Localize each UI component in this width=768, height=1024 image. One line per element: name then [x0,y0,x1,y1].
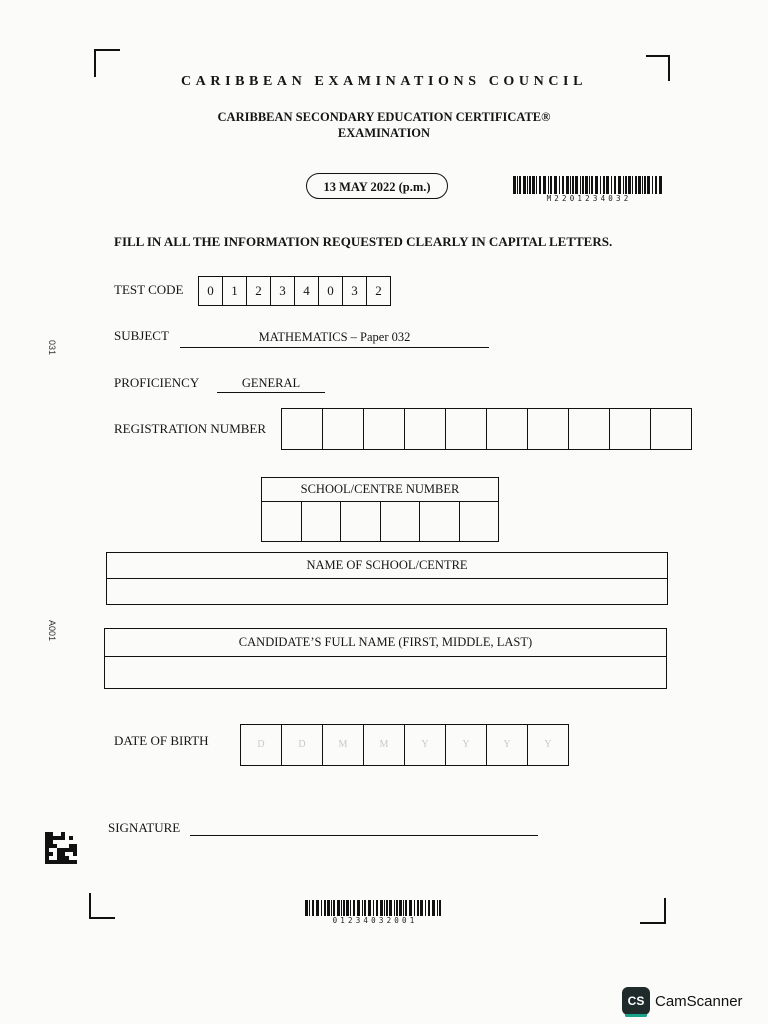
barcode-bottom [305,900,445,925]
barcode-bar [396,900,398,916]
camscanner-brand: CamScanner [655,992,743,1010]
camscanner-watermark [622,987,743,1015]
barcode-bar [532,176,535,194]
barcode-bar [566,176,569,194]
barcode-bar [638,176,641,194]
dob-box[interactable]: M [323,725,364,765]
dob-box[interactable]: Y [487,725,528,765]
barcode-bar [409,900,412,916]
barcode-bar [543,176,546,194]
registration-digit-box[interactable] [651,409,691,449]
barcode-bar [373,900,374,916]
subject-value: MATHEMATICS – Paper 032 [258,330,411,344]
barcode-bar [432,900,435,916]
barcode-bar [380,900,383,916]
test-code-digit: 4 [295,277,319,305]
barcode-bar [614,176,616,194]
school-centre-digit-box[interactable] [381,502,421,542]
test-code-digit: 0 [319,277,343,305]
dob-box[interactable]: Y [544,739,552,750]
barcode-bar [357,900,360,916]
barcode-bar [353,900,355,916]
barcode-bar [341,900,342,916]
registration-digit-box[interactable] [569,409,610,449]
dob-box[interactable]: D [282,725,323,765]
barcode-bar [635,176,637,194]
certificate-line-2: EXAMINATION [337,126,431,140]
barcode-bar [324,900,326,916]
barcode-bar [603,176,605,194]
side-code-top: 031 [47,340,57,356]
dob-box[interactable]: Y [405,725,446,765]
barcode-bar [384,900,385,916]
barcode-bar [316,900,319,916]
barcode-bar [527,176,528,194]
matrix-code [45,832,77,864]
barcode-bar [350,900,351,916]
proficiency-line [217,376,325,393]
registration-number-boxes[interactable] [281,408,692,450]
barcode-bar [327,900,330,916]
registration-digit-box[interactable] [323,409,364,449]
barcode-bar [644,176,646,194]
barcode-bar [562,176,564,194]
barcode-bar [580,176,581,194]
barcode-bar [632,176,633,194]
proficiency-label: PROFICIENCY [114,375,200,390]
crop-mark-bottom-left [89,893,115,919]
test-code-label: TEST CODE [114,282,184,297]
test-code-digit: 2 [247,277,271,305]
barcode-bar [550,176,552,194]
barcode-bar [414,900,415,916]
barcode-bar [589,176,590,194]
dob-box[interactable]: M [364,725,405,765]
barcode-bar [386,900,388,916]
barcode-bar [337,900,340,916]
barcode-bar [312,900,314,916]
barcode-top [513,176,665,203]
school-centre-digit-box[interactable] [420,502,460,542]
crop-mark-top-left [94,49,120,77]
barcode-bar [417,900,419,916]
barcode-bar [513,176,516,194]
registration-digit-box[interactable] [610,409,651,449]
matrix-cell [73,860,77,864]
exam-date-badge: 13 MAY 2022 (p.m.) [306,173,448,199]
school-name-header: NAME OF SCHOOL/CENTRE [107,553,667,579]
barcode-bar [575,176,578,194]
barcode-bar [346,900,349,916]
barcode-bar [655,176,657,194]
test-code-digit: 3 [271,277,295,305]
barcode-bar [548,176,549,194]
barcode-bar [582,176,584,194]
barcode-bar [364,900,366,916]
barcode-bar [606,176,609,194]
instruction-text: FILL IN ALL THE INFORMATION REQUESTED CLEARLY IN CAPITAL LETTERS. [114,234,613,249]
barcode-bar [420,900,423,916]
certificate-title [0,109,768,141]
barcode-bottom-bars [305,900,445,916]
registration-digit-box[interactable] [528,409,569,449]
barcode-bar [559,176,560,194]
barcode-bar [536,176,537,194]
school-centre-digit-box[interactable] [262,502,302,542]
barcode-bar [405,900,407,916]
barcode-bar [362,900,363,916]
registration-digit-box[interactable] [364,409,405,449]
registration-label: REGISTRATION NUMBER [114,421,267,436]
barcode-bar [428,900,430,916]
barcode-bar [572,176,574,194]
barcode-bar [585,176,588,194]
camscanner-logo-icon: CS [622,987,650,1015]
barcode-bar [647,176,650,194]
barcode-bar [611,176,612,194]
test-code-boxes [198,276,391,306]
school-centre-number-header: SCHOOL/CENTRE NUMBER [262,478,498,502]
barcode-bar [623,176,624,194]
barcode-top-bars [513,176,665,194]
side-code-bottom: A001 [47,620,57,642]
barcode-bar [403,900,404,916]
test-code-digit: 1 [223,277,247,305]
registration-digit-box[interactable] [487,409,528,449]
test-code-digit: 2 [375,283,382,298]
barcode-bar [600,176,601,194]
barcode-bar [321,900,322,916]
school-name-field[interactable] [107,579,667,605]
school-centre-digit-box[interactable] [302,502,342,542]
barcode-bar [523,176,526,194]
dob-label: DATE OF BIRTH [114,733,209,748]
candidate-name-header: CANDIDATE’S FULL NAME (FIRST, MIDDLE, LAST) [105,629,666,657]
subject-label: SUBJECT [114,328,169,343]
barcode-bar [628,176,631,194]
barcode-bar [439,900,441,916]
barcode-bar [539,176,541,194]
barcode-bar [595,176,598,194]
school-centre-digit-box[interactable] [460,502,499,542]
barcode-bar [309,900,310,916]
barcode-bar [331,900,332,916]
test-code-digit: 3 [343,277,367,305]
barcode-bar [519,176,521,194]
barcode-bottom-number: 01234032001 [332,916,418,925]
barcode-bar [625,176,627,194]
school-centre-digit-box[interactable] [341,502,381,542]
school-centre-number-table [261,477,499,542]
candidate-name-table [104,628,667,689]
barcode-bar [554,176,557,194]
barcode-bar [591,176,593,194]
barcode-bar [529,176,531,194]
certificate-line-1: CARIBBEAN SECONDARY EDUCATION CERTIFICATE® [217,110,551,124]
barcode-bar [425,900,426,916]
barcode-bar [368,900,371,916]
barcode-bar [389,900,392,916]
barcode-bar [305,900,308,916]
barcode-bar [376,900,378,916]
barcode-bar [652,176,653,194]
barcode-bar [517,176,518,194]
crop-mark-bottom-right [640,898,666,924]
barcode-bar [642,176,643,194]
subject-line [180,330,489,348]
barcode-bar [394,900,395,916]
registration-digit-box[interactable] [405,409,446,449]
barcode-bar [570,176,571,194]
dob-boxes[interactable] [240,724,569,766]
dob-box[interactable]: D [241,725,282,765]
council-title: CARIBBEAN EXAMINATIONS COUNCIL [180,74,588,89]
barcode-bar [618,176,621,194]
signature-label: SIGNATURE [108,820,181,835]
candidate-name-field[interactable] [105,657,666,689]
school-name-table [106,552,668,605]
barcode-bar [333,900,335,916]
signature-line[interactable] [190,820,538,836]
school-centre-number-boxes[interactable] [262,502,498,542]
dob-box[interactable]: Y [446,725,487,765]
barcode-top-number: M2201234032 [546,194,632,203]
barcode-bar [343,900,345,916]
test-code-digit: 0 [199,277,223,305]
barcode-bar [659,176,662,194]
barcode-bar [399,900,402,916]
proficiency-value: GENERAL [241,376,301,390]
barcode-bar [437,900,438,916]
registration-digit-box[interactable] [282,409,323,449]
registration-digit-box[interactable] [446,409,487,449]
